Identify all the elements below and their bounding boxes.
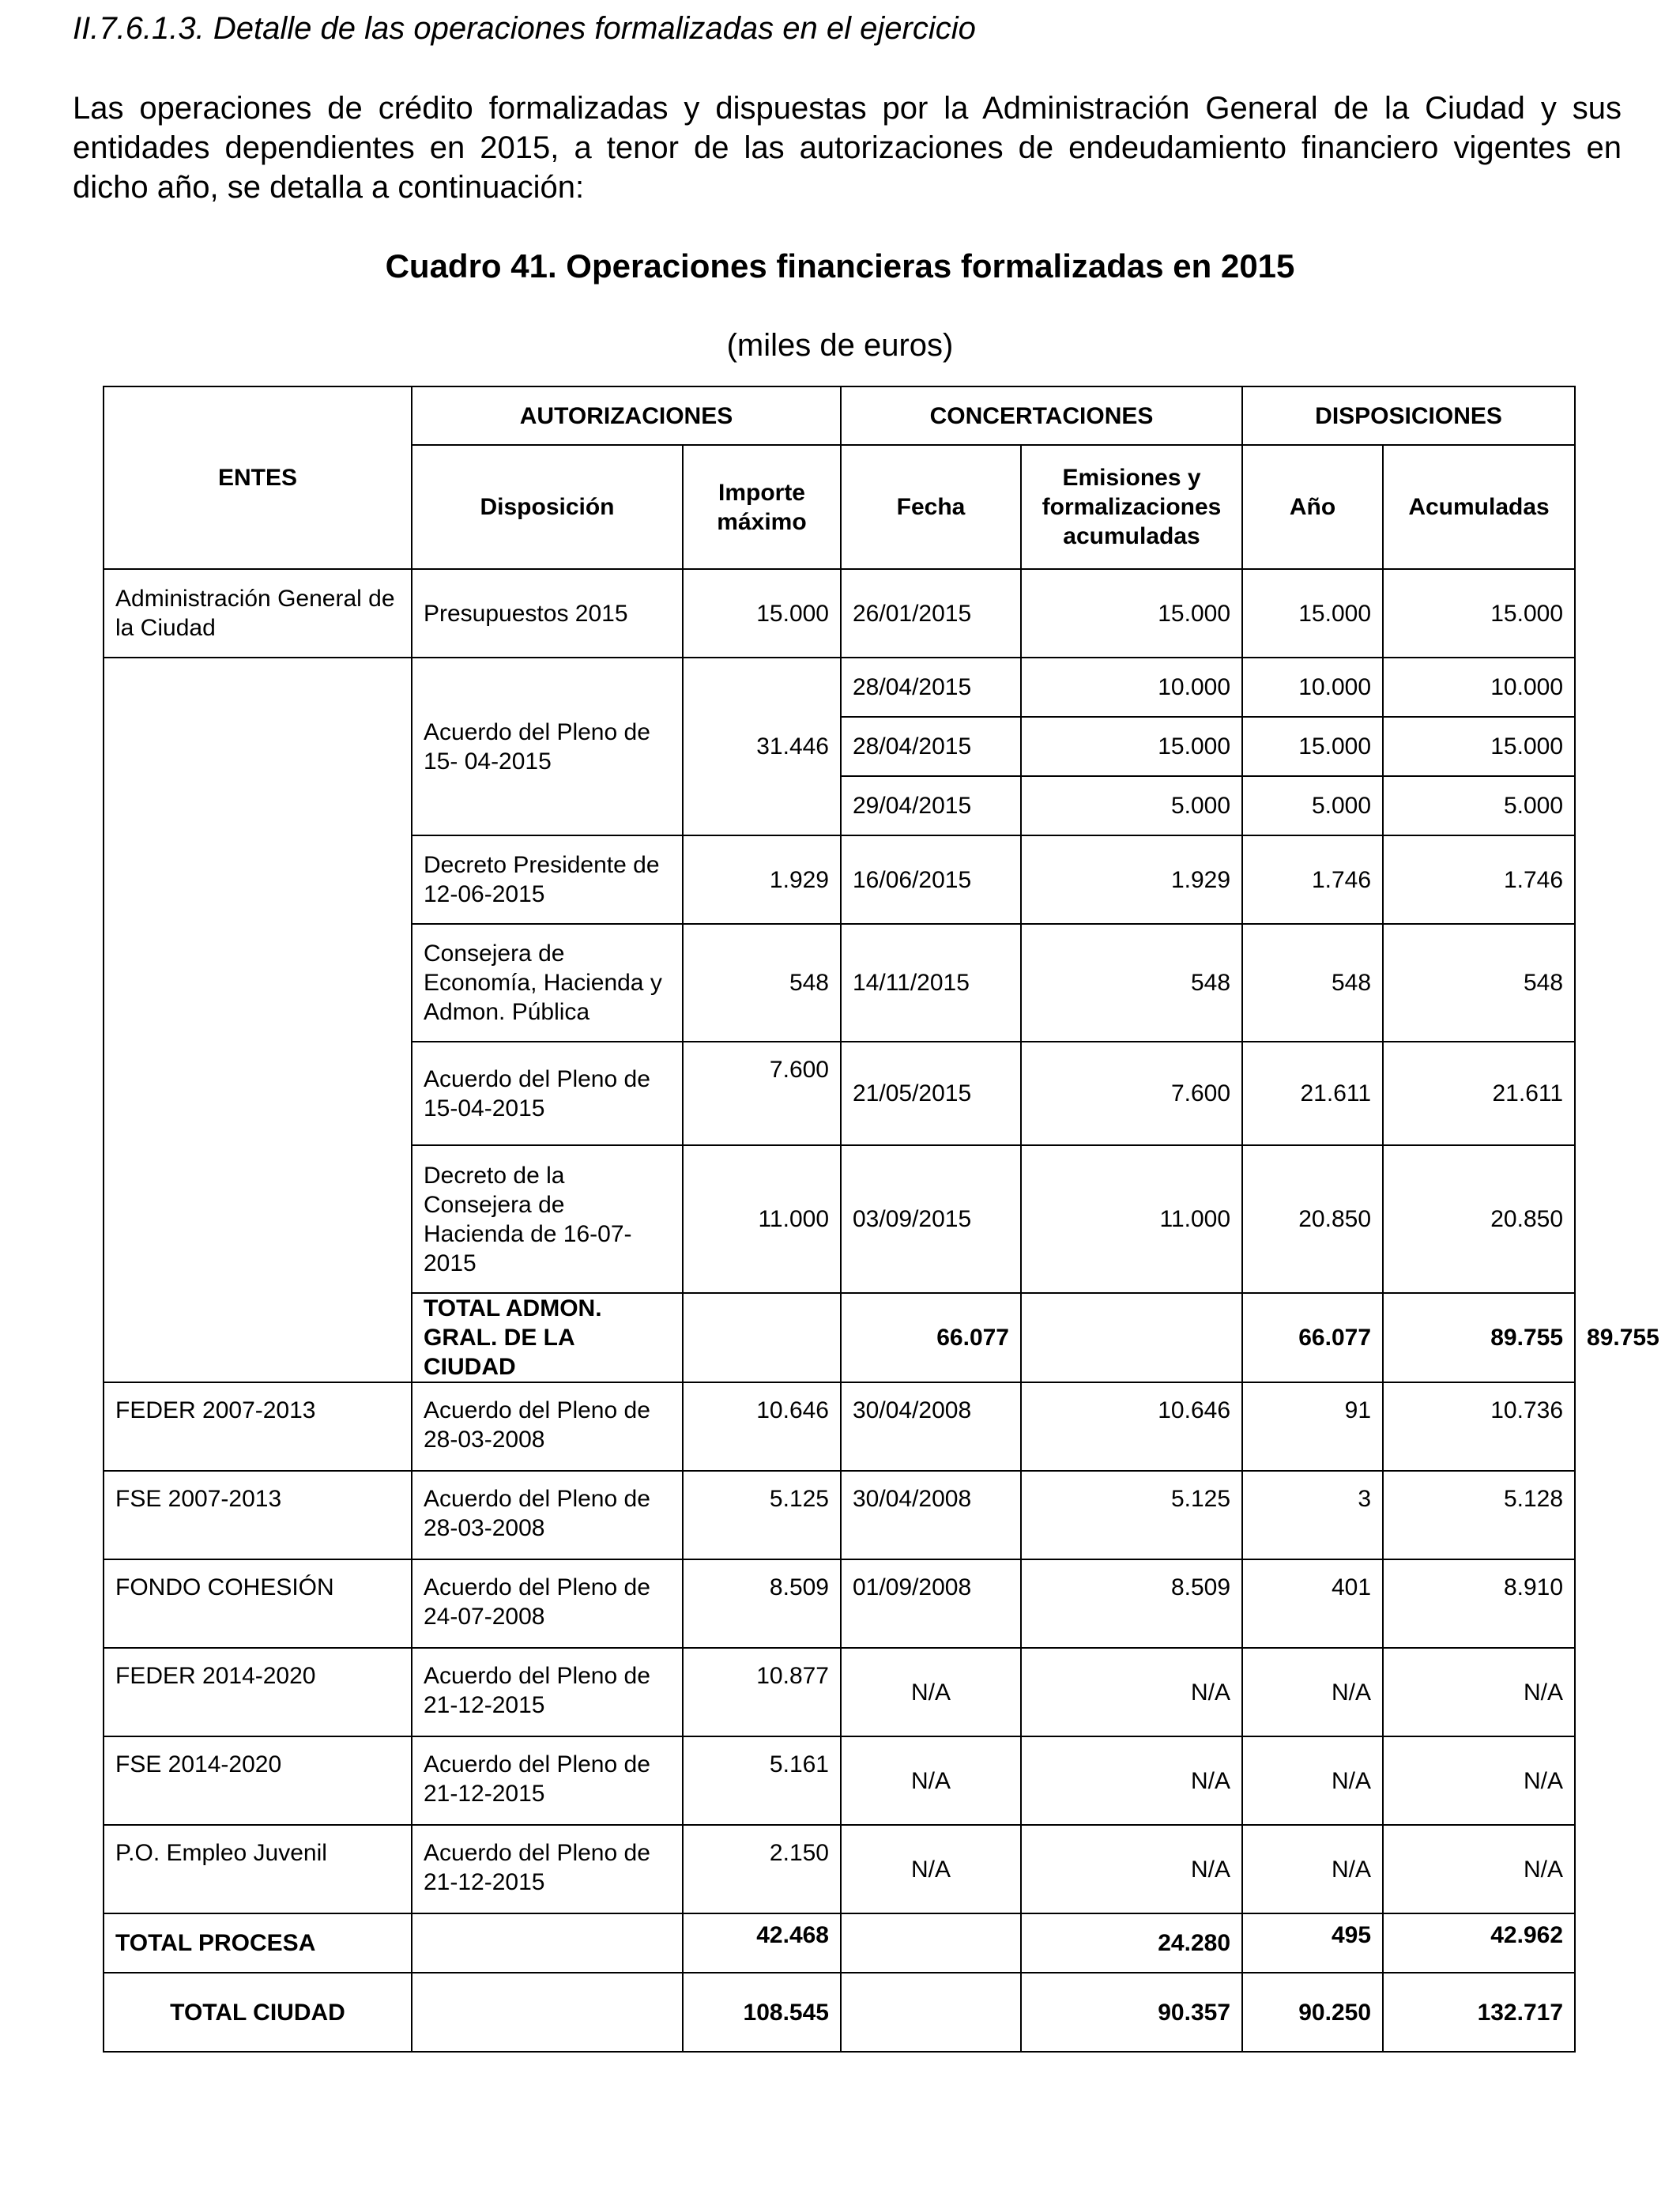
cell-ano: 10.000 — [1242, 658, 1383, 717]
cell-disposicion: Acuerdo del Pleno de 21-12-2015 — [412, 1736, 683, 1825]
cell-emisiones: 90.357 — [1021, 1973, 1242, 2052]
cell-importe: 42.468 — [683, 1913, 841, 1973]
cell-acumuladas: 5.128 — [1383, 1471, 1575, 1559]
cell-emisiones: N/A — [1021, 1825, 1242, 1913]
cell-ente-total: TOTAL PROCESA — [104, 1913, 412, 1973]
cell-acumuladas: 5.000 — [1383, 776, 1575, 835]
cell-emisiones: N/A — [1021, 1648, 1242, 1736]
cell-emisiones: N/A — [1021, 1736, 1242, 1825]
cell-importe: 10.877 — [683, 1648, 841, 1736]
cell-disposicion: Acuerdo del Pleno de 15-04-2015 — [412, 1042, 683, 1145]
cell-ano: 3 — [1242, 1471, 1383, 1559]
cell-fecha: 21/05/2015 — [841, 1042, 1021, 1145]
cell-disposicion: Decreto de la Consejera de Hacienda de 16-07-2015 — [412, 1145, 683, 1293]
cell-ente-total: TOTAL ADMON. GRAL. DE LA CIUDAD — [412, 1293, 683, 1382]
cell-emisiones: 8.509 — [1021, 1559, 1242, 1648]
cell-emisiones: 10.000 — [1021, 658, 1242, 717]
table-row — [104, 658, 1575, 717]
cell-empty — [683, 1293, 841, 1382]
header-fecha: Fecha — [841, 445, 1021, 569]
cell-importe: 66.077 — [841, 1293, 1021, 1382]
cell-emisiones: 7.600 — [1021, 1042, 1242, 1145]
cell-ente: FONDO COHESIÓN — [104, 1559, 412, 1648]
cell-fecha: 30/04/2008 — [841, 1382, 1021, 1471]
cell-ente-empty — [104, 658, 412, 1382]
cell-disposicion: Acuerdo del Pleno de 24-07-2008 — [412, 1559, 683, 1648]
cell-fecha: 29/04/2015 — [841, 776, 1021, 835]
cell-importe: 1.929 — [683, 835, 841, 924]
cell-disposicion: Acuerdo del Pleno de 15- 04-2015 — [412, 658, 683, 835]
cell-disposicion: Acuerdo del Pleno de 21-12-2015 — [412, 1648, 683, 1736]
cell-disposicion: Decreto Presidente de 12-06-2015 — [412, 835, 683, 924]
cell-ano: 90.250 — [1242, 1973, 1383, 2052]
cell-disposicion: Acuerdo del Pleno de 21-12-2015 — [412, 1825, 683, 1913]
cell-ente-total: TOTAL CIUDAD — [104, 1973, 412, 2052]
table-row — [104, 1825, 1575, 1913]
cell-acumuladas: 132.717 — [1383, 1973, 1575, 2052]
cell-empty — [841, 1913, 1021, 1973]
cell-ano: 91 — [1242, 1382, 1383, 1471]
table-row — [104, 1471, 1575, 1559]
cell-ano: 495 — [1242, 1913, 1383, 1973]
cell-fecha: 16/06/2015 — [841, 835, 1021, 924]
intro-paragraph: Las operaciones de crédito formalizadas y dispuestas por la Administración General de la Ciudad y sus entidades dependientes en 2015, a tenor de las autorizaciones de endeudamiento financiero vigentes en dicho año, se detalla a continuación: — [73, 91, 1622, 205]
cell-emisiones: 5.125 — [1021, 1471, 1242, 1559]
cell-emisiones: 66.077 — [1242, 1293, 1383, 1382]
cell-importe: 108.545 — [683, 1973, 841, 2052]
header-ano: Año — [1242, 445, 1383, 569]
cell-ente: Administración General de la Ciudad — [104, 569, 412, 658]
cell-ano: N/A — [1242, 1736, 1383, 1825]
cell-emisiones: 15.000 — [1021, 717, 1242, 776]
header-concertaciones: CONCERTACIONES — [841, 386, 1242, 445]
cell-importe: 7.600 — [683, 1042, 841, 1145]
cell-emisiones: 24.280 — [1021, 1913, 1242, 1973]
cell-ano: 20.850 — [1242, 1145, 1383, 1293]
cell-importe: 2.150 — [683, 1825, 841, 1913]
cell-ano: 89.755 — [1383, 1293, 1575, 1382]
cell-ente: FEDER 2014-2020 — [104, 1648, 412, 1736]
cell-importe: 8.509 — [683, 1559, 841, 1648]
cell-ano: N/A — [1242, 1648, 1383, 1736]
cell-emisiones: 548 — [1021, 924, 1242, 1042]
cell-acumuladas: 548 — [1383, 924, 1575, 1042]
table-row: TOTAL ADMON. GRAL. DE LA CIUDAD 66.077 66.077 89.755 89.755 — [104, 1293, 1575, 1382]
cell-emisiones: 15.000 — [1021, 569, 1242, 658]
cell-acumuladas: 15.000 — [1383, 569, 1575, 658]
cell-importe: 5.161 — [683, 1736, 841, 1825]
cell-acumuladas: 15.000 — [1383, 717, 1575, 776]
table-units: (miles de euros) — [726, 328, 954, 363]
cell-acumuladas: 10.000 — [1383, 658, 1575, 717]
header-acumuladas: Acumuladas — [1383, 445, 1575, 569]
table-row — [104, 1382, 1575, 1471]
cell-fecha: 26/01/2015 — [841, 569, 1021, 658]
cell-fecha: 28/04/2015 — [841, 717, 1021, 776]
header-emisiones: Emisiones y formalizaciones acumuladas — [1021, 445, 1242, 569]
cell-ente: FSE 2007-2013 — [104, 1471, 412, 1559]
cell-emisiones: 10.646 — [1021, 1382, 1242, 1471]
cell-ano: 15.000 — [1242, 569, 1383, 658]
cell-ente: FSE 2014-2020 — [104, 1736, 412, 1825]
cell-fecha: N/A — [841, 1825, 1021, 1913]
cell-fecha: 14/11/2015 — [841, 924, 1021, 1042]
table-row — [104, 1913, 1575, 1973]
table-row — [104, 1648, 1575, 1736]
cell-fecha: 30/04/2008 — [841, 1471, 1021, 1559]
cell-acumuladas: N/A — [1383, 1736, 1575, 1825]
header-disposiciones: DISPOSICIONES — [1242, 386, 1575, 445]
cell-ano: 401 — [1242, 1559, 1383, 1648]
table-row — [104, 1559, 1575, 1648]
cell-ano: 15.000 — [1242, 717, 1383, 776]
cell-importe: 10.646 — [683, 1382, 841, 1471]
cell-emisiones: 11.000 — [1021, 1145, 1242, 1293]
cell-ente: FEDER 2007-2013 — [104, 1382, 412, 1471]
table-row — [104, 1973, 1575, 2052]
cell-fecha: 03/09/2015 — [841, 1145, 1021, 1293]
cell-ano: N/A — [1242, 1825, 1383, 1913]
header-autorizaciones: AUTORIZACIONES — [412, 386, 841, 445]
cell-disposicion: Acuerdo del Pleno de 28-03-2008 — [412, 1382, 683, 1471]
cell-ano: 1.746 — [1242, 835, 1383, 924]
cell-fecha: 28/04/2015 — [841, 658, 1021, 717]
cell-acumuladas: N/A — [1383, 1648, 1575, 1736]
cell-ente: P.O. Empleo Juvenil — [104, 1825, 412, 1913]
cell-empty — [841, 1973, 1021, 2052]
header-disposicion: Disposición — [412, 445, 683, 569]
cell-acumuladas: N/A — [1383, 1825, 1575, 1913]
header-importe-maximo: Importe máximo — [683, 445, 841, 569]
cell-empty — [412, 1913, 683, 1973]
cell-fecha: N/A — [841, 1648, 1021, 1736]
cell-acumuladas: 10.736 — [1383, 1382, 1575, 1471]
operations-table — [103, 386, 1659, 2053]
cell-ano: 548 — [1242, 924, 1383, 1042]
cell-importe: 11.000 — [683, 1145, 841, 1293]
section-heading: II.7.6.1.3. Detalle de las operaciones formalizadas en el ejercicio — [73, 11, 976, 46]
cell-acumuladas: 21.611 — [1383, 1042, 1575, 1145]
cell-ano: 5.000 — [1242, 776, 1383, 835]
cell-importe: 31.446 — [683, 658, 841, 835]
cell-importe: 548 — [683, 924, 841, 1042]
cell-empty — [412, 1973, 683, 2052]
cell-acumuladas: 42.962 — [1383, 1913, 1575, 1973]
header-entes: ENTES — [104, 386, 412, 569]
table-row — [104, 569, 1575, 658]
cell-ano: 21.611 — [1242, 1042, 1383, 1145]
table-row — [104, 1736, 1575, 1825]
cell-fecha: N/A — [841, 1736, 1021, 1825]
cell-fecha: 01/09/2008 — [841, 1559, 1021, 1648]
cell-disposicion: Presupuestos 2015 — [412, 569, 683, 658]
cell-acumuladas: 1.746 — [1383, 835, 1575, 924]
cell-emisiones: 5.000 — [1021, 776, 1242, 835]
cell-acumuladas: 8.910 — [1383, 1559, 1575, 1648]
table-title: Cuadro 41. Operaciones financieras formalizadas en 2015 — [385, 247, 1295, 285]
cell-importe: 5.125 — [683, 1471, 841, 1559]
cell-empty — [1021, 1293, 1242, 1382]
cell-emisiones: 1.929 — [1021, 835, 1242, 924]
cell-disposicion: Acuerdo del Pleno de 28-03-2008 — [412, 1471, 683, 1559]
cell-disposicion: Consejera de Economía, Hacienda y Admon. Pública — [412, 924, 683, 1042]
cell-acumuladas: 20.850 — [1383, 1145, 1575, 1293]
cell-importe: 15.000 — [683, 569, 841, 658]
